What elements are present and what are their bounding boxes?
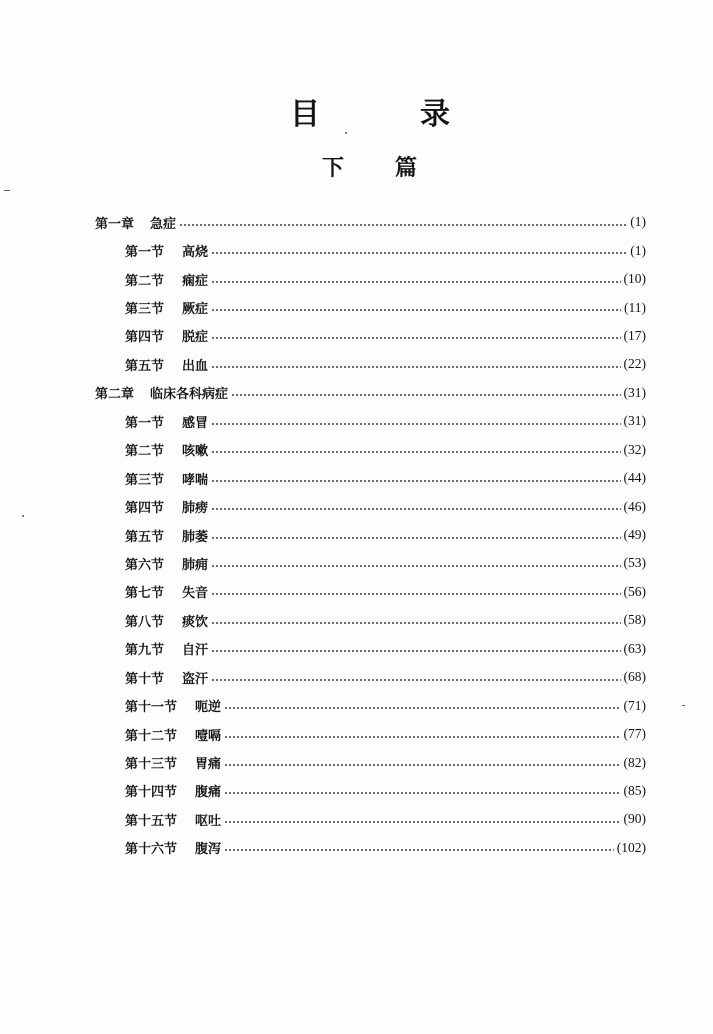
toc-chapter-title: 急症 <box>150 216 177 232</box>
dot-leader <box>179 223 627 227</box>
toc-section-entry <box>95 350 646 378</box>
page-number: (71) <box>623 697 646 713</box>
page-number: (102) <box>616 839 646 855</box>
dot-leader <box>211 280 620 284</box>
toc-chapter-entry <box>95 208 646 236</box>
table-of-contents <box>95 208 646 862</box>
dot-leader <box>224 848 614 852</box>
dot-leader <box>224 820 620 824</box>
toc-section-title: 腹痛 <box>195 785 222 801</box>
toc-section-title: 呃逆 <box>195 700 222 716</box>
scan-speck <box>22 515 24 517</box>
toc-section-entry <box>95 436 646 464</box>
dot-leader <box>211 678 620 682</box>
toc-section-title: 失音 <box>182 586 209 602</box>
toc-section-title: 感冒 <box>182 415 209 431</box>
page-subtitle-char-1: 下 <box>322 156 345 181</box>
toc-chapter-number: 第一章 <box>95 216 135 232</box>
toc-section-number: 第十三节 <box>125 757 178 773</box>
page-number: (46) <box>623 498 646 514</box>
toc-chapter-number: 第二章 <box>95 387 135 403</box>
toc-section-entry <box>95 663 646 691</box>
page-number: (56) <box>623 583 646 599</box>
toc-section-entry <box>95 322 646 350</box>
toc-section-entry <box>95 606 646 634</box>
toc-section-title: 痫症 <box>182 273 209 289</box>
toc-section-entry <box>95 236 646 264</box>
page-number: (17) <box>623 327 646 343</box>
toc-section-entry <box>95 834 646 862</box>
toc-section-title: 自汗 <box>182 643 209 659</box>
page-number: (32) <box>623 441 646 457</box>
dot-leader <box>224 763 620 767</box>
scan-speck <box>682 705 685 706</box>
toc-section-title: 出血 <box>182 358 209 374</box>
scan-speck <box>4 190 10 191</box>
toc-section-number: 第一节 <box>125 245 165 261</box>
toc-section-title: 盗汗 <box>182 671 209 687</box>
page-number: (85) <box>623 782 646 798</box>
toc-section-number: 第七节 <box>125 586 165 602</box>
page-title-char-2: 录 <box>420 97 450 132</box>
toc-chapter-entry <box>95 379 646 407</box>
toc-section-title: 呕吐 <box>195 813 222 829</box>
dot-leader <box>211 536 620 540</box>
dot-leader <box>211 592 620 596</box>
toc-section-title: 痰饮 <box>182 614 209 630</box>
page-number: (1) <box>630 242 646 258</box>
toc-section-number: 第三节 <box>125 302 165 318</box>
dot-leader <box>211 251 627 255</box>
toc-section-number: 第三节 <box>125 472 165 488</box>
page-number: (53) <box>623 555 646 571</box>
dot-leader <box>224 735 620 739</box>
toc-section-number: 第二节 <box>125 273 165 289</box>
page-number: (22) <box>623 356 646 372</box>
toc-section-number: 第九节 <box>125 643 165 659</box>
page-number: (11) <box>624 299 646 315</box>
toc-section-title: 肺痨 <box>182 501 209 517</box>
toc-section-title: 胃痛 <box>195 757 222 773</box>
dot-leader <box>211 336 620 340</box>
toc-section-number: 第十一节 <box>125 700 178 716</box>
toc-section-title: 哮喘 <box>182 472 209 488</box>
toc-section-title: 噎嗝 <box>195 728 222 744</box>
page-number: (49) <box>623 527 646 543</box>
page-number: (63) <box>623 640 646 656</box>
dot-leader <box>211 564 620 568</box>
toc-section-entry <box>95 521 646 549</box>
toc-section-title: 咳嗽 <box>182 444 209 460</box>
page-number: (68) <box>623 669 646 685</box>
page-number: (82) <box>623 754 646 770</box>
dot-leader <box>224 791 620 795</box>
toc-section-title: 厥症 <box>182 302 209 318</box>
toc-section-title: 肺萎 <box>182 529 209 545</box>
dot-leader <box>211 308 621 312</box>
scan-speck <box>345 132 347 134</box>
page-number: (31) <box>623 413 646 429</box>
page-title-char-1: 目 <box>290 97 320 132</box>
toc-section-entry <box>95 635 646 663</box>
toc-section-entry <box>95 691 646 719</box>
toc-section-entry <box>95 720 646 748</box>
dot-leader <box>211 621 620 625</box>
dot-leader <box>211 365 620 369</box>
toc-section-number: 第五节 <box>125 529 165 545</box>
toc-section-number: 第十节 <box>125 671 165 687</box>
toc-section-number: 第五节 <box>125 358 165 374</box>
page-subtitle-char-2: 篇 <box>395 156 418 181</box>
toc-section-number: 第一节 <box>125 415 165 431</box>
dot-leader <box>211 450 620 454</box>
dot-leader <box>211 649 620 653</box>
page-number: (90) <box>623 811 646 827</box>
toc-section-number: 第四节 <box>125 501 165 517</box>
toc-section-title: 脱症 <box>182 330 209 346</box>
dot-leader <box>224 706 620 710</box>
toc-section-entry <box>95 578 646 606</box>
toc-section-number: 第四节 <box>125 330 165 346</box>
toc-section-entry <box>95 549 646 577</box>
toc-chapter-title: 临床各科病症 <box>150 387 229 403</box>
page-number: (31) <box>623 384 646 400</box>
toc-section-entry <box>95 777 646 805</box>
toc-section-number: 第二节 <box>125 444 165 460</box>
toc-section-title: 高烧 <box>182 245 209 261</box>
page-number: (1) <box>630 214 646 230</box>
toc-section-entry <box>95 265 646 293</box>
dot-leader <box>211 479 620 483</box>
page-number: (10) <box>623 271 646 287</box>
toc-section-entry <box>95 464 646 492</box>
dot-leader <box>211 422 620 426</box>
toc-section-entry <box>95 805 646 833</box>
toc-section-number: 第十六节 <box>125 842 178 858</box>
page-number: (58) <box>623 612 646 628</box>
dot-leader <box>231 393 620 397</box>
toc-section-entry <box>95 492 646 520</box>
page-number: (77) <box>623 726 646 742</box>
toc-section-number: 第六节 <box>125 557 165 573</box>
toc-section-title: 腹泻 <box>195 842 222 858</box>
toc-section-number: 第十二节 <box>125 728 178 744</box>
toc-section-number: 第十五节 <box>125 813 178 829</box>
toc-section-number: 第十四节 <box>125 785 178 801</box>
toc-section-title: 肺痈 <box>182 557 209 573</box>
dot-leader <box>211 507 620 511</box>
toc-section-number: 第八节 <box>125 614 165 630</box>
toc-section-entry <box>95 407 646 435</box>
toc-section-entry <box>95 748 646 776</box>
page-number: (44) <box>623 470 646 486</box>
toc-section-entry <box>95 293 646 321</box>
